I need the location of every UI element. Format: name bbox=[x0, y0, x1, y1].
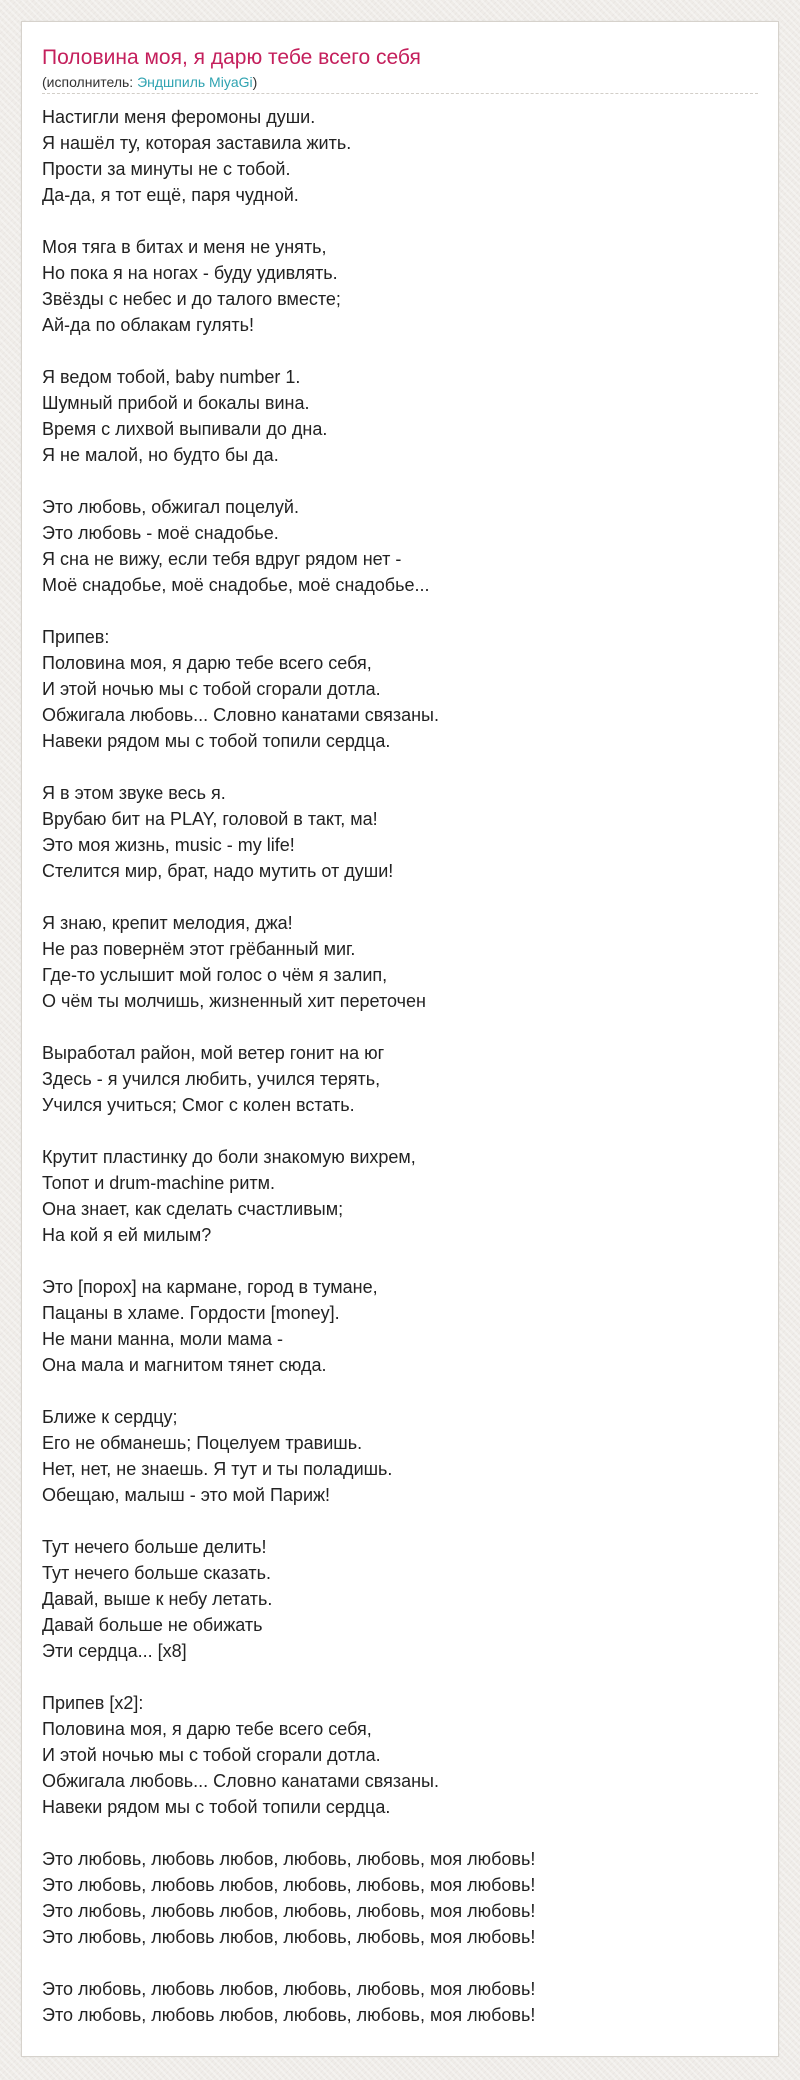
lyric-line: Тут нечего больше делить! bbox=[42, 1537, 267, 1557]
lyric-line: Это любовь, любовь любов, любовь, любовь, моя любовь! bbox=[42, 1927, 536, 1947]
lyrics-body bbox=[42, 104, 752, 2054]
lyrics-stanza bbox=[42, 1976, 752, 2028]
lyric-line: Топот и drum-machine ритм. bbox=[42, 1173, 275, 1193]
lyric-line: Ближе к сердцу; bbox=[42, 1407, 178, 1427]
lyric-line: Я не малой, но будто бы да. bbox=[42, 445, 279, 465]
lyrics-stanza bbox=[42, 1040, 752, 1118]
lyric-line: Его не обманешь; Поцелуем травишь. bbox=[42, 1433, 363, 1453]
lyric-line: Учился учиться; Смог с колен встать. bbox=[42, 1095, 355, 1115]
lyric-line: Это любовь, любовь любов, любовь, любовь, моя любовь! bbox=[42, 1901, 536, 1921]
lyric-line: Это любовь, любовь любов, любовь, любовь, моя любовь! bbox=[42, 2005, 536, 2025]
lyric-line: Я нашёл ту, которая заставила жить. bbox=[42, 133, 352, 153]
artist-link[interactable]: Эндшпиль MiyaGi bbox=[137, 74, 253, 90]
lyric-line: Навеки рядом мы с тобой топили сердца. bbox=[42, 731, 391, 751]
lyric-line: Это любовь - моё снадобье. bbox=[42, 523, 279, 543]
song-title: Половина моя, я дарю тебе всего себя bbox=[42, 46, 421, 69]
lyric-line: Время с лихвой выпивали до дна. bbox=[42, 419, 328, 439]
lyric-line: Это любовь, любовь любов, любовь, любовь, моя любовь! bbox=[42, 1875, 536, 1895]
lyric-line: Она знает, как сделать счастливым; bbox=[42, 1199, 344, 1219]
lyric-line: Обжигала любовь... Словно канатами связаны. bbox=[42, 705, 439, 725]
lyric-line: Это [порох] на кармане, город в тумане, bbox=[42, 1277, 378, 1297]
lyric-line: Крутит пластинку до боли знакомую вихрем, bbox=[42, 1147, 416, 1167]
lyric-line: Это любовь, любовь любов, любовь, любовь, моя любовь! bbox=[42, 1979, 536, 1999]
lyric-line: Половина моя, я дарю тебе всего себя, bbox=[42, 1719, 372, 1739]
lyric-line: И этой ночью мы с тобой сгорали дотла. bbox=[42, 679, 381, 699]
lyric-line: Навеки рядом мы с тобой топили сердца. bbox=[42, 1797, 391, 1817]
lyric-line: Настигли меня феромоны души. bbox=[42, 107, 316, 127]
lyrics-stanza bbox=[42, 1274, 752, 1378]
lyric-line: На кой я ей милым? bbox=[42, 1225, 212, 1245]
performer-prefix: (исполнитель: bbox=[42, 74, 138, 90]
performer-line bbox=[42, 73, 257, 91]
lyric-line: Обещаю, малыш - это мой Париж! bbox=[42, 1485, 331, 1505]
lyric-line: Шумный прибой и бокалы вина. bbox=[42, 393, 310, 413]
lyric-line: Но пока я на ногах - буду удивлять. bbox=[42, 263, 338, 283]
lyric-line: Это любовь, любовь любов, любовь, любовь, моя любовь! bbox=[42, 1849, 536, 1869]
lyrics-stanza bbox=[42, 1690, 752, 1820]
lyric-line: Обжигала любовь... Словно канатами связаны. bbox=[42, 1771, 439, 1791]
lyrics-stanza bbox=[42, 494, 752, 598]
lyric-line: Эти сердца... [x8] bbox=[42, 1641, 187, 1661]
lyric-line: Стелится мир, брат, надо мутить от души! bbox=[42, 861, 394, 881]
lyric-line: Это любовь, обжигал поцелуй. bbox=[42, 497, 299, 517]
lyric-line: Где-то услышит мой голос о чём я залип, bbox=[42, 965, 388, 985]
lyrics-stanza bbox=[42, 1144, 752, 1248]
lyric-line: Она мала и магнитом тянет сюда. bbox=[42, 1355, 327, 1375]
lyric-line: Припев [x2]: bbox=[42, 1693, 144, 1713]
lyrics-stanza bbox=[42, 234, 752, 338]
lyric-line: Это моя жизнь, music - my life! bbox=[42, 835, 295, 855]
lyrics-stanza bbox=[42, 1846, 752, 1950]
lyric-line: Звёзды с небес и до талого вместе; bbox=[42, 289, 341, 309]
lyric-line: Нет, нет, не знаешь. Я тут и ты поладишь. bbox=[42, 1459, 393, 1479]
lyric-line: О чём ты молчишь, жизненный хит переточен bbox=[42, 991, 426, 1011]
lyric-line: Ай-да по облакам гулять! bbox=[42, 315, 255, 335]
lyric-line: Врубаю бит на PLAY, головой в такт, ма! bbox=[42, 809, 378, 829]
lyric-line: Давай, выше к небу летать. bbox=[42, 1589, 273, 1609]
lyric-line: Моё снадобье, моё снадобье, моё снадобье... bbox=[42, 575, 430, 595]
lyric-line: Не раз повернём этот грёбанный миг. bbox=[42, 939, 356, 959]
lyric-line: Моя тяга в битах и меня не унять, bbox=[42, 237, 327, 257]
lyric-line: Прости за минуты не с тобой. bbox=[42, 159, 291, 179]
lyrics-stanza bbox=[42, 104, 752, 208]
lyric-line: Не мани манна, моли мама - bbox=[42, 1329, 283, 1349]
lyrics-card bbox=[21, 21, 779, 2057]
header-divider bbox=[42, 93, 758, 94]
lyric-line: Я ведом тобой, baby number 1. bbox=[42, 367, 301, 387]
lyric-line: Я знаю, крепит мелодия, джа! bbox=[42, 913, 293, 933]
lyric-line: Припев: bbox=[42, 627, 110, 647]
lyric-line: Здесь - я учился любить, учился терять, bbox=[42, 1069, 381, 1089]
performer-suffix: ) bbox=[252, 74, 258, 90]
lyrics-stanza bbox=[42, 624, 752, 754]
lyric-line: Пацаны в хламе. Гордости [money]. bbox=[42, 1303, 340, 1323]
lyric-line: Половина моя, я дарю тебе всего себя, bbox=[42, 653, 372, 673]
lyric-line: Да-да, я тот ещё, паря чудной. bbox=[42, 185, 299, 205]
lyric-line: И этой ночью мы с тобой сгорали дотла. bbox=[42, 1745, 381, 1765]
lyric-line: Тут нечего больше сказать. bbox=[42, 1563, 271, 1583]
lyrics-stanza bbox=[42, 780, 752, 884]
lyrics-stanza bbox=[42, 1404, 752, 1508]
lyrics-stanza bbox=[42, 364, 752, 468]
lyric-line: Давай больше не обижать bbox=[42, 1615, 263, 1635]
lyric-line: Я в этом звуке весь я. bbox=[42, 783, 226, 803]
lyric-line: Я сна не вижу, если тебя вдруг рядом нет - bbox=[42, 549, 402, 569]
lyrics-stanza bbox=[42, 1534, 752, 1664]
lyric-line: Выработал район, мой ветер гонит на юг bbox=[42, 1043, 385, 1063]
lyrics-stanza bbox=[42, 910, 752, 1014]
